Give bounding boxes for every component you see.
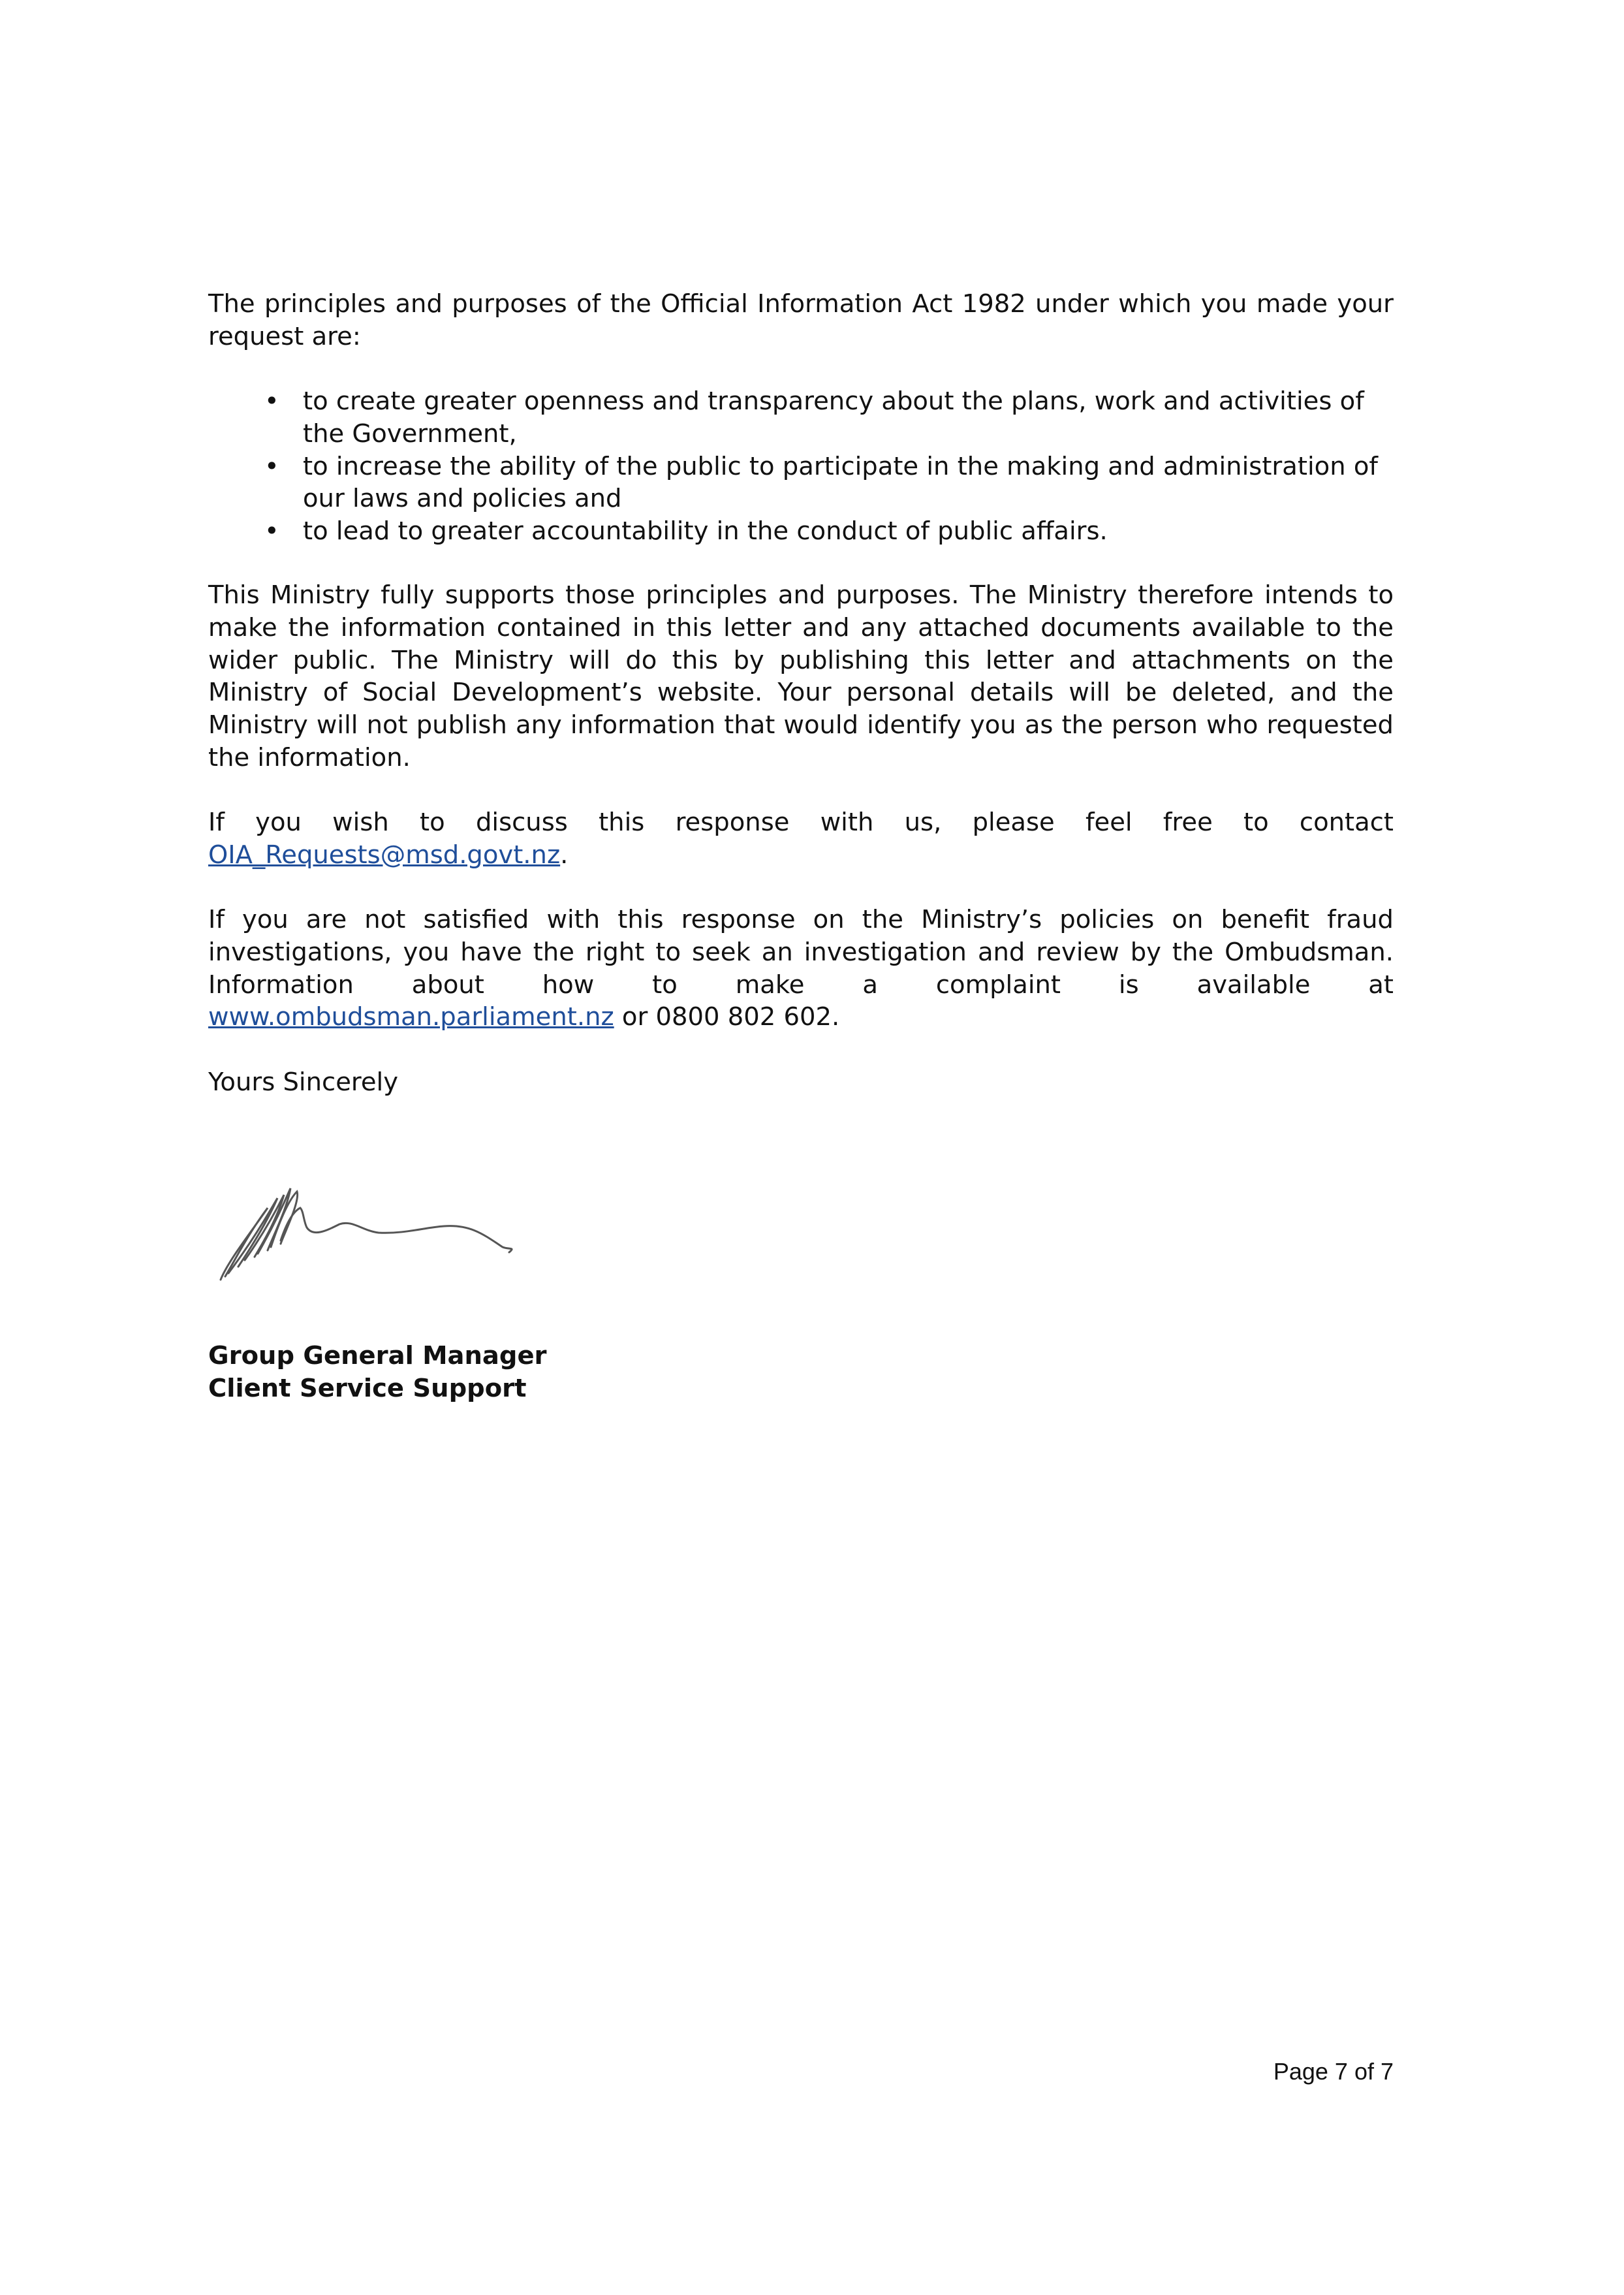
- list-item-text: to lead to greater accountability in the conduct of public affairs.: [303, 516, 1108, 546]
- signatory-title: Group General Manager: [208, 1341, 547, 1370]
- principles-list: [208, 385, 1394, 548]
- contact-end: .: [560, 840, 569, 870]
- signature-image: [209, 1182, 666, 1306]
- email-link[interactable]: OIA_Requests@msd.govt.nz: [208, 840, 561, 870]
- page-number: Page 7 of 7: [1273, 2058, 1394, 2085]
- ombudsman-phone: or 0800 802 602.: [614, 1002, 840, 1032]
- bullet-icon: •: [264, 516, 279, 546]
- intro-paragraph: [208, 288, 1394, 353]
- contact-text: If you wish to discuss this response with us, please feel free to contact: [208, 808, 1394, 837]
- list-item-text: to create greater openness and transparency about the plans, work and activities of the Government,: [303, 387, 1364, 449]
- support-text: This Ministry fully supports those principles and purposes. The Ministry therefore intends to make the information contained in this letter and any attached documents available to the wider public. The Ministry will do this by publishing this letter and attachments on the Ministry of Social Development’s website. Your personal details will be deleted, and the Ministry will not publish any information that would identify you as the person who requested the information.: [208, 580, 1394, 772]
- list-item: [208, 451, 1394, 516]
- closing: [208, 1066, 1394, 1099]
- signatory-block: [208, 1340, 1394, 1405]
- ombudsman-link[interactable]: www.ombudsman.parliament.nz: [208, 1002, 614, 1032]
- bullet-icon: •: [264, 387, 279, 416]
- support-paragraph: [208, 579, 1394, 774]
- list-item: [208, 385, 1394, 451]
- intro-text: The principles and purposes of the Official Information Act 1982 under which you made your request are:: [208, 289, 1394, 351]
- list-item: [208, 515, 1394, 548]
- list-item-text: to increase the ability of the public to participate in the making and administration of our laws and policies and: [303, 451, 1378, 514]
- bullet-icon: •: [264, 451, 279, 481]
- signatory-unit: Client Service Support: [208, 1373, 527, 1403]
- ombudsman-text: If you are not satisfied with this response on the Ministry’s policies on benefit fraud investigations, you have the right to seek an investigation and review by the Ombudsman. Information about how to make a complaint is available at: [208, 905, 1394, 1000]
- ombudsman-paragraph: [208, 904, 1394, 1034]
- closing-text: Yours Sincerely: [208, 1068, 399, 1097]
- contact-paragraph: [208, 806, 1394, 872]
